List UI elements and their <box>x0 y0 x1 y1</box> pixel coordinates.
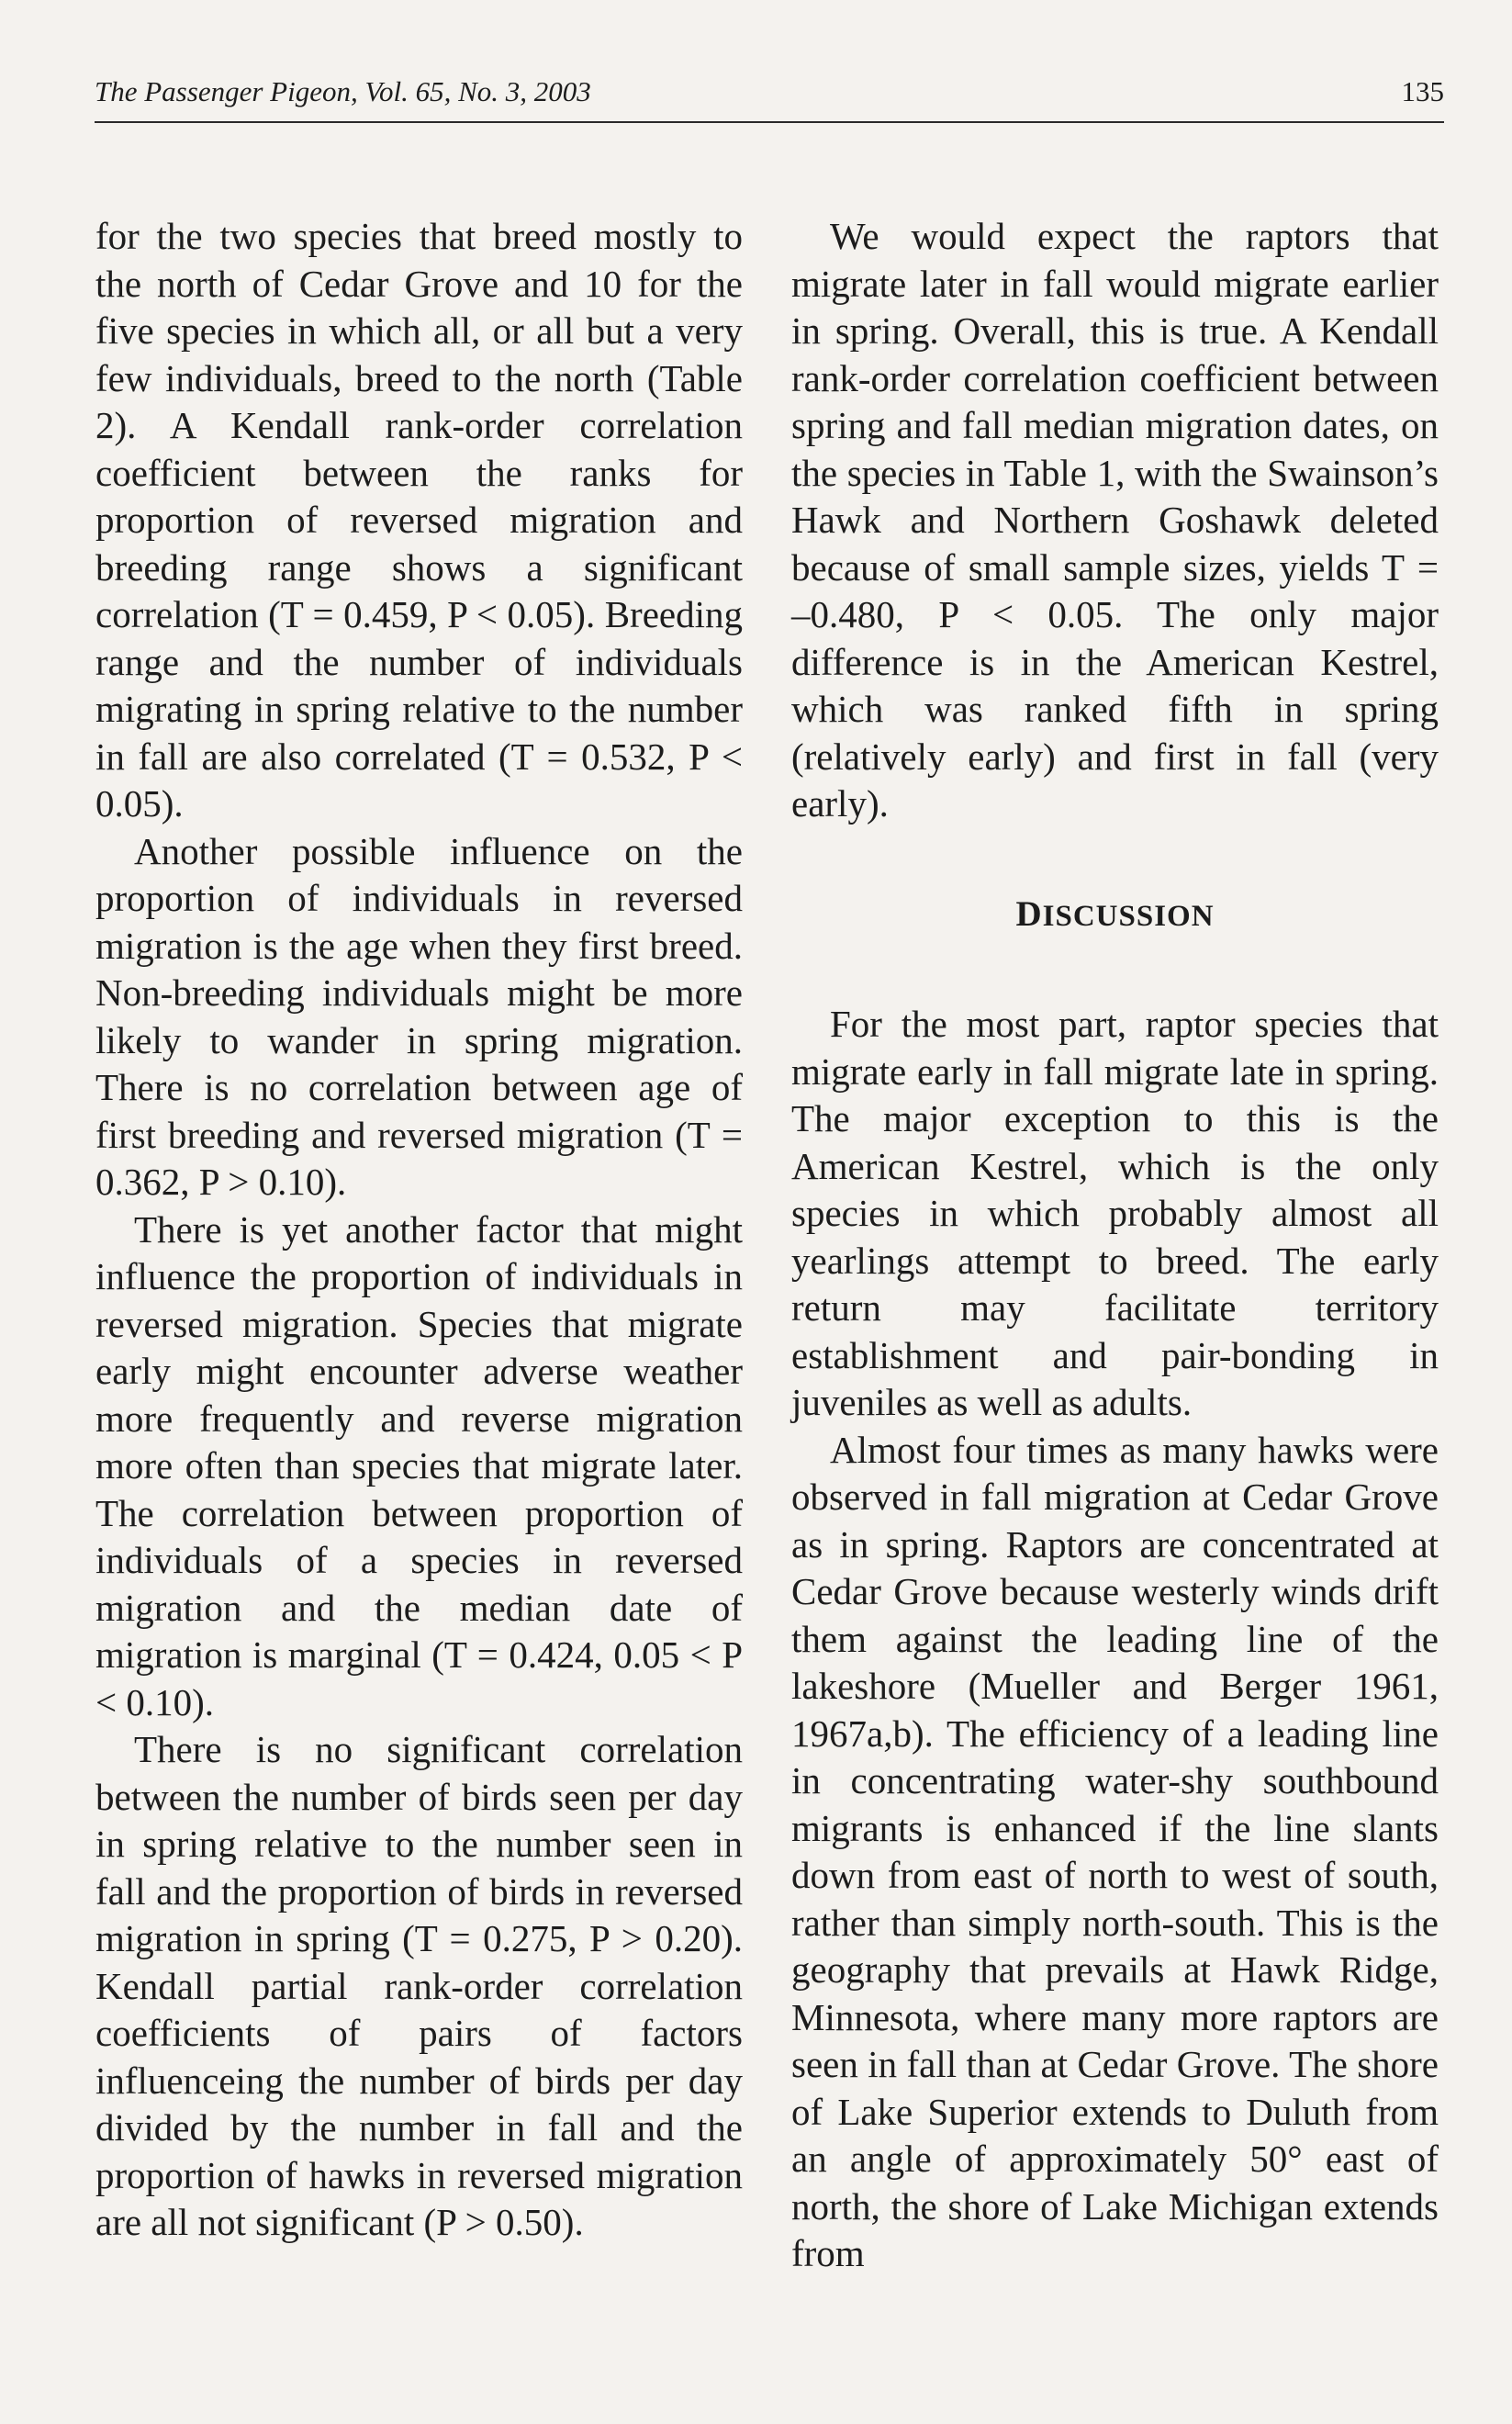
section-heading: DISCUSSION <box>1015 893 1215 934</box>
paragraph: We would expect the raptors that migrate later in fall would migrate earlier in spring. Overall, this is true. A Kendall rank-order correlation coefficient between spring and fall median migration dates, on the species in Table 1, with the Swainson’s Hawk and Northern Goshawk deleted because of small sample sizes, yields T = –0.480, P < 0.05. The only major difference is in the American Kestrel, which was ranked fifth in spring (relatively early) and first in fall (very early). <box>791 215 1439 825</box>
paragraph: Almost four times as many hawks were observed in fall migration at Cedar Grove as in spring. Raptors are concentrated at Cedar Grove because westerly winds drift them against the leading line of the lakeshore (Mueller and Berger 1961, 1967a,b). The efficiency of a leading line in concentrating water-shy southbound migrants is enhanced if the line slants down from east of north to west of south, rather than simply north-south. This is the geography that prevails at Hawk Ridge, Minnesota, where many more raptors are seen in fall than at Cedar Grove. The shore of Lake Superior extends to Duluth from an angle of approximately 50° east of north, the shore of Lake Michigan extends from <box>791 1428 1439 2274</box>
page-number: 135 <box>1401 75 1444 107</box>
paragraph: Another possible influence on the proportion of individuals in reversed migration is the age when they first breed. Non-breeding individuals might be more likely to wander in spring migration. There is no correlation between age of first breeding and reversed migration (T = 0.362, P > 0.10). <box>95 829 743 1203</box>
paragraph: for the two species that breed mostly to the north of Cedar Grove and 10 for the five species in which all, or all but a very few individuals, breed to the north (Table 2). A Kendall rank-order correlation coefficient between the ranks for proportion of reversed migration and breeding range shows a significant correlation (T = 0.459, P < 0.05). Breeding range and the number of individuals migrating in spring relative to the number in fall are also correlated (T = 0.532, P < 0.05). <box>95 215 743 825</box>
paragraph: For the most part, raptor species that migrate early in fall migrate late in spring. The major exception to this is the American Kestrel, which is the only species in which probably almost all yearlings attempt to breed. The early return may facilitate territory establishment and pair-bonding in juveniles as well as adults. <box>791 1003 1439 1423</box>
paragraph: There is no significant correlation between the number of birds seen per day in spring relative to the number seen in fall and the proportion of birds in reversed migration in spring (T = 0.275, P > 0.20). Kendall partial rank-order correlation coefficients of pairs of factors influenceing the number of birds per day divided by the number in fall and the proportion of hawks in reversed migration are all not significant (P > 0.50). <box>95 1728 743 2243</box>
paragraph: There is yet another factor that might influence the proportion of individuals in reversed migration. Species that migrate early might encounter adverse weather more frequently and reverse migration more often than species that migrate later. The correlation between proportion of individuals of a species in reversed migration and the median date of migration is marginal (T = 0.424, 0.05 < P < 0.10). <box>95 1207 743 1723</box>
journal-title: The Passenger Pigeon, Vol. 65, No. 3, 2003 <box>95 75 591 107</box>
running-header <box>95 75 1444 108</box>
header-rule <box>95 121 1444 123</box>
right-column <box>791 213 1439 2278</box>
left-column <box>95 213 743 2247</box>
